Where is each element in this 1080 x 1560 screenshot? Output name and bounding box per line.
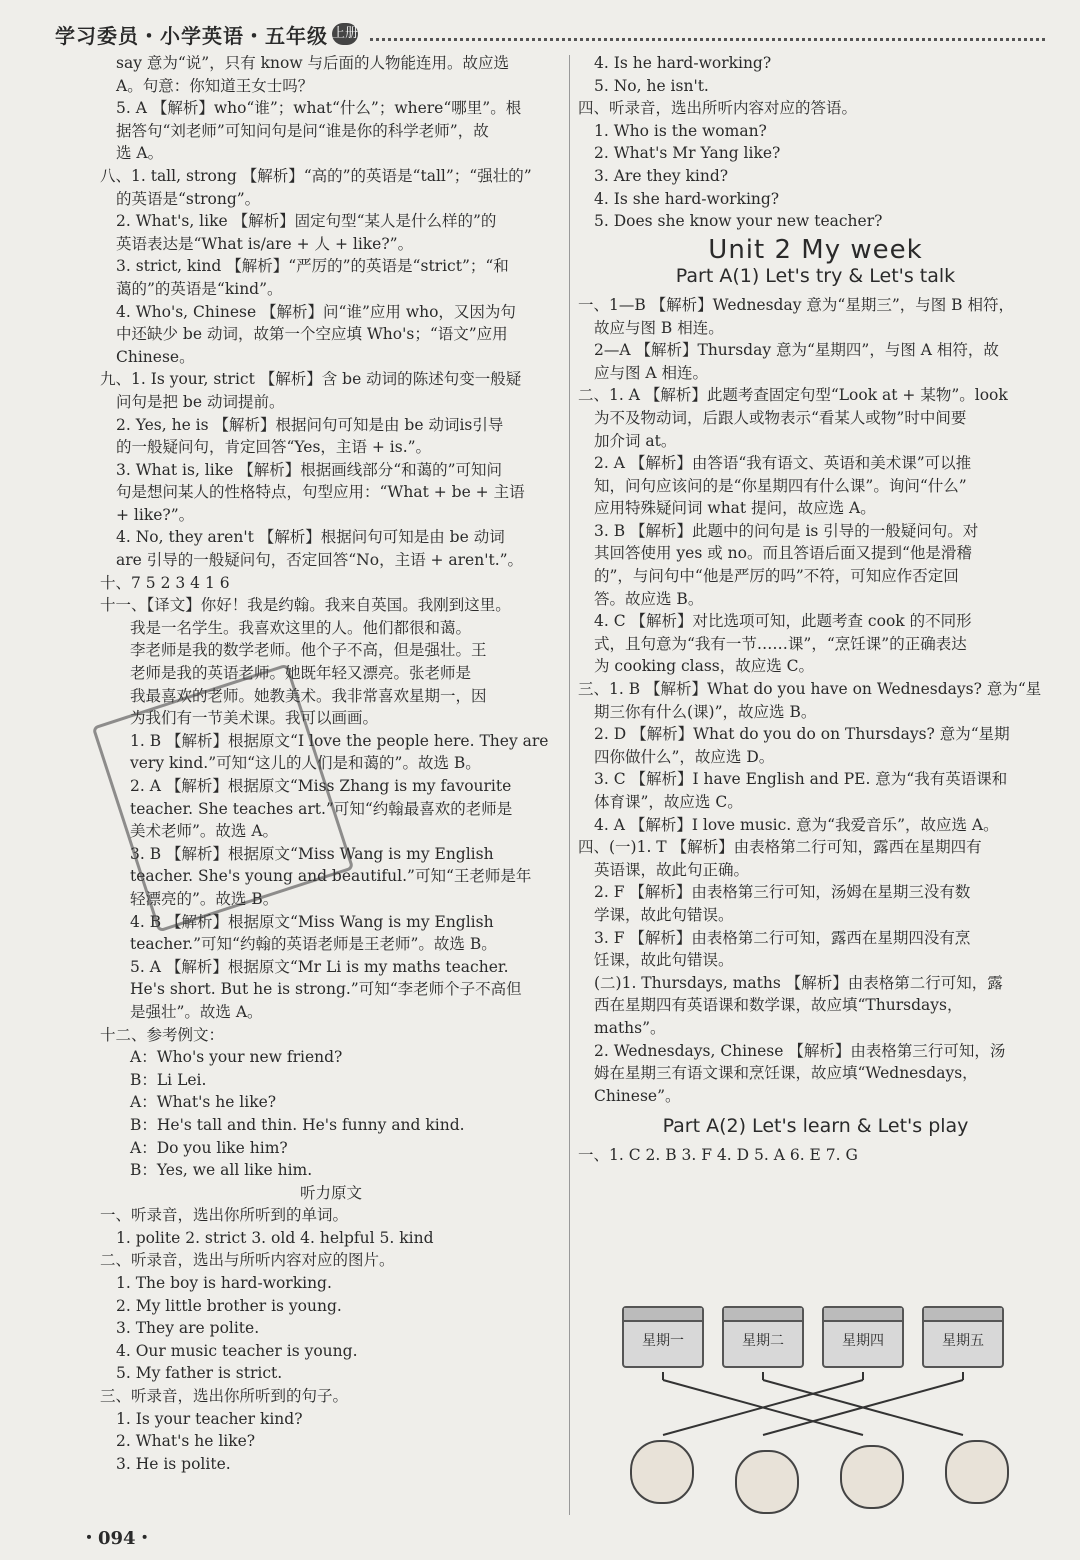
text-line: 3. They are polite. — [116, 1319, 260, 1338]
part-title-a1: Part A(1) Let's try & Let's talk — [675, 265, 956, 288]
text-line: B：He's tall and thin. He's funny and kind. — [130, 1115, 465, 1134]
text-line: 2. Wednesdays, Chinese 【解析】由表格第三行可知，汤 — [594, 1041, 1006, 1060]
text-line: 故应与图 B 相连。 — [594, 318, 724, 337]
text-line: 加介词 at。 — [594, 431, 677, 450]
calendar-label: 星期五 — [942, 1333, 984, 1349]
text-line: 是强壮”。故选 A。 — [130, 1002, 263, 1021]
text-line: 3. strict, kind 【解析】“严厉的”的英语是“strict”；“和 — [116, 257, 509, 276]
text-line: He's short. But he is strong.”可知“李老师个子不高但 — [130, 980, 522, 999]
text-line: 蔼的”的英语是“kind”。 — [116, 279, 283, 298]
text-line: 5. Does she know your new teacher? — [594, 212, 883, 231]
text-line: 英语表达是“What is/are + 人 + like?”。 — [116, 234, 414, 253]
text-line: A。句意：你知道王女士吗？ — [116, 76, 314, 95]
text-line: 2—A 【解析】Thursday 意为“星期四”，与图 A 相符，故 — [594, 341, 999, 360]
text-line: A：What's he like? — [130, 1093, 277, 1112]
text-line: teacher. She teaches art.”可知“约翰最喜欢的老师是 — [130, 799, 513, 818]
text-line: 5. My father is strict. — [116, 1364, 283, 1383]
text-line: 应用特殊疑问词 what 提问，故应选 A。 — [594, 499, 876, 518]
child-picture — [840, 1445, 904, 1509]
text-line: 2. A 【解析】由答语“我有语文、英语和美术课”可以推 — [594, 454, 972, 473]
text-line: 学课，故此句错误。 — [594, 905, 734, 924]
text-line: 一、听录音，选出你所听到的单词。 — [100, 1206, 349, 1225]
text-line: 的”，与问句中“他是严厉的吗”不符，可知应作否定回 — [594, 567, 959, 586]
text-line: 选 A。 — [116, 144, 164, 163]
text-line: + like?”。 — [116, 505, 195, 524]
text-line: 的英语是“strong”。 — [116, 189, 261, 208]
text-line: 3. F 【解析】由表格第二行可知，露西在星期四没有烹 — [594, 928, 971, 947]
text-line: 3. C 【解析】I have English and PE. 意为“我有英语课和 — [594, 770, 1008, 789]
column-divider — [569, 55, 570, 1515]
text-line: 听力原文 — [299, 1183, 362, 1202]
text-line: 四你做什么”，故应选 D。 — [594, 747, 775, 766]
text-line: 我是一名学生。我喜欢这里的人。他们都很和蔼。 — [130, 618, 472, 637]
text-line: 二、1. A 【解析】此题考查固定句型“Look at + 某物”。look — [578, 386, 1008, 405]
text-line: 4. A 【解析】I love music. 意为“我爱音乐”，故应选 A。 — [594, 815, 999, 834]
text-line: teacher.”可知“约翰的英语老师是王老师”。故选 B。 — [130, 935, 497, 954]
text-line: B：Li Lei. — [130, 1070, 207, 1089]
child-picture — [945, 1440, 1009, 1504]
text-line: very kind.”可知“这儿的人们是和蔼的”。故选 B。 — [130, 754, 481, 773]
text-line: 饪课，故此句错误。 — [594, 951, 734, 970]
text-line: 答。故应选 B。 — [594, 589, 704, 608]
text-line: 2. D 【解析】What do you do on Thursdays? 意为“星期 — [594, 725, 1010, 744]
text-line: 1. polite 2. strict 3. old 4. helpful 5. kind — [116, 1228, 434, 1247]
right-column — [578, 52, 1053, 1167]
header-title: 学习委员・小学英语・五年级 — [55, 23, 328, 48]
text-line: 为 cooking class，故应选 C。 — [594, 657, 815, 676]
child-picture — [630, 1440, 694, 1504]
part-a1-answers — [578, 294, 1053, 1107]
text-line: 4. C 【解析】对比选项可知，此题考查 cook 的不同形 — [594, 612, 972, 631]
page-number: ・094・ — [80, 1528, 154, 1549]
text-line: 老师是我的英语老师。她既年轻又漂亮。张老师是 — [130, 664, 472, 683]
part-title-a2: Part A(2) Let's learn & Let's play — [662, 1115, 969, 1138]
text-line: 句是想问某人的性格特点，句型应用：“What + be + 主语 — [116, 483, 525, 502]
text-line: 5. No, he isn't. — [594, 76, 709, 95]
text-line: 3. What is, like 【解析】根据画线部分“和蔼的”可知问 — [116, 460, 503, 479]
text-line: 李老师是我的数学老师。他个子不高，但是强壮。王 — [130, 641, 487, 660]
text-line: 八、1. tall, strong 【解析】“高的”的英语是“tall”；“强壮的” — [100, 166, 532, 185]
text-line: 问句是把 be 动词提前。 — [116, 392, 285, 411]
text-line: 我最喜欢的老师。她教美术。我非常喜欢星期一，因 — [130, 686, 487, 705]
text-line: are 引导的一般疑问句，否定回答“No，主语 + aren't.”。 — [116, 551, 524, 570]
text-line: 英语课，故此句正确。 — [594, 860, 750, 879]
unit-title: Unit 2 My week — [708, 234, 923, 265]
text-line: 中还缺少 be 动词，故第一个空应填 Who's；“语文”应用 — [116, 325, 508, 344]
text-line: (二)1. Thursdays, maths 【解析】由表格第二行可知，露 — [594, 973, 1003, 992]
text-line: 知，问句应该问的是“你星期四有什么课”。询问“什么” — [594, 476, 967, 495]
text-line: Chinese”。 — [594, 1086, 681, 1105]
text-line: 1. Is your teacher kind? — [116, 1409, 303, 1428]
text-line: 轻漂亮的”。故选 B。 — [130, 889, 279, 908]
text-line: 为我们有一节美术课。我可以画画。 — [130, 709, 379, 728]
text-line: 十二、参考例文： — [100, 1025, 225, 1044]
child-picture — [735, 1450, 799, 1514]
calendar-label: 星期二 — [742, 1333, 784, 1349]
text-line: 2. Yes, he is 【解析】根据问句可知是由 be 动词is引导 — [116, 415, 504, 434]
text-line: 3. B 【解析】根据原文“Miss Wang is my English — [130, 844, 494, 863]
text-line: 2. What's, like 【解析】固定句型“某人是什么样的”的 — [116, 212, 497, 231]
text-line: 4. B 【解析】根据原文“Miss Wang is my English — [130, 912, 494, 931]
text-line: 一、1—B 【解析】Wednesday 意为“星期三”，与图 B 相符， — [578, 295, 1014, 314]
matching-lines — [600, 1300, 1030, 1540]
text-line: 四、听录音，选出所听内容对应的答语。 — [578, 99, 858, 118]
text-line: 为不及物动词，后跟人或物表示“看某人或物”时中间要 — [594, 408, 967, 427]
text-line: 4. Who's, Chinese 【解析】问“谁”应用 who，又因为句 — [116, 302, 516, 321]
text-line: 4. Is he hard-working? — [594, 54, 772, 72]
text-line: A：Do you like him? — [130, 1138, 288, 1157]
text-line: 二、听录音，选出与所听内容对应的图片。 — [100, 1251, 395, 1270]
text-line: 式，且句意为“我有一节……课”，“烹饪课”的正确表达 — [594, 634, 967, 653]
text-line: teacher. She's young and beautiful.”可知“王老师是年 — [130, 867, 532, 886]
text-line: 三、1. B 【解析】What do you have on Wednesdays? 意为“星 — [578, 680, 1042, 699]
text-line: 美术老师”。故选 A。 — [130, 822, 279, 841]
text-line: 其回答使用 yes 或 no。而且答语后面又提到“他是滑稽 — [594, 544, 972, 563]
text-line: 4. Our music teacher is young. — [116, 1341, 358, 1360]
text-line: 十、7 5 2 3 4 1 6 — [100, 573, 230, 592]
text-line: 体育课”，故应选 C。 — [594, 793, 743, 811]
text-line: 2. F 【解析】由表格第三行可知，汤姆在星期三没有数 — [594, 883, 971, 902]
text-line: 2. What's he like? — [116, 1432, 256, 1451]
edition-badge: 上册 — [332, 23, 358, 45]
text-line: 5. A 【解析】who“谁”；what“什么”；where“哪里”。根 — [116, 99, 522, 118]
text-line: 的一般疑问句，肯定回答“Yes，主语 + is.”。 — [116, 438, 432, 457]
text-line: Chinese。 — [116, 347, 195, 366]
calendar-label: 星期四 — [842, 1333, 884, 1349]
listening-script-continued — [578, 52, 1053, 233]
text-line: 4. No, they aren't 【解析】根据问句可知是由 be 动词 — [116, 528, 505, 547]
text-line: 5. A 【解析】根据原文“Mr Li is my maths teacher. — [130, 957, 509, 976]
text-line: 2. My little brother is young. — [116, 1296, 342, 1315]
text-line: 四、(一)1. T 【解析】由表格第二行可知，露西在星期四有 — [578, 838, 982, 857]
text-line: 3. B 【解析】此题中的问句是 is 引导的一般疑问句。对 — [594, 521, 979, 540]
text-line: 1. Who is the woman? — [594, 121, 767, 140]
calendar-label: 星期一 — [642, 1333, 684, 1349]
text-line: 三、听录音，选出你所听到的句子。 — [100, 1387, 349, 1406]
text-line: 3. Are they kind? — [594, 166, 729, 185]
header-dotted-line — [370, 28, 1045, 41]
page-header — [55, 14, 1045, 54]
text-line: 西在星期四有英语课和数学课，故应填“Thursdays， — [594, 996, 963, 1015]
text-line: 3. He is polite. — [116, 1454, 231, 1473]
text-line: say 意为“说”，只有 know 与后面的人物能连用。故应选 — [116, 54, 510, 72]
text-line: 1. B 【解析】根据原文“I love the people here. They are — [130, 731, 549, 750]
matching-diagram — [600, 1300, 1030, 1540]
text-line: 4. Is she hard-working? — [594, 189, 780, 208]
text-line: 十一、【译文】你好！我是约翰。我来自英国。我刚到这里。 — [100, 596, 511, 615]
text-line: 姆在星期三有语文课和烹饪课，故应填“Wednesdays， — [594, 1064, 978, 1083]
text-line: A：Who's your new friend? — [130, 1048, 343, 1067]
text-line: 2. What's Mr Yang like? — [594, 144, 781, 163]
text-line: 应与图 A 相连。 — [594, 363, 709, 382]
text-line: 据答句“刘老师”可知问句是问“谁是你的科学老师”，故 — [116, 121, 489, 140]
text-line: maths”。 — [594, 1018, 666, 1037]
part-a2-answers: 一、1. C 2. B 3. F 4. D 5. A 6. E 7. G — [578, 1145, 858, 1164]
text-line: 1. The boy is hard-working. — [116, 1274, 332, 1293]
text-line: 2. A 【解析】根据原文“Miss Zhang is my favourite — [130, 777, 512, 795]
text-line: 九、1. Is your, strict 【解析】含 be 动词的陈述句变一般疑 — [100, 370, 522, 389]
text-line: 期三你有什么(课)”，故应选 B。 — [594, 702, 817, 721]
text-line: B：Yes, we all like him. — [130, 1161, 313, 1180]
